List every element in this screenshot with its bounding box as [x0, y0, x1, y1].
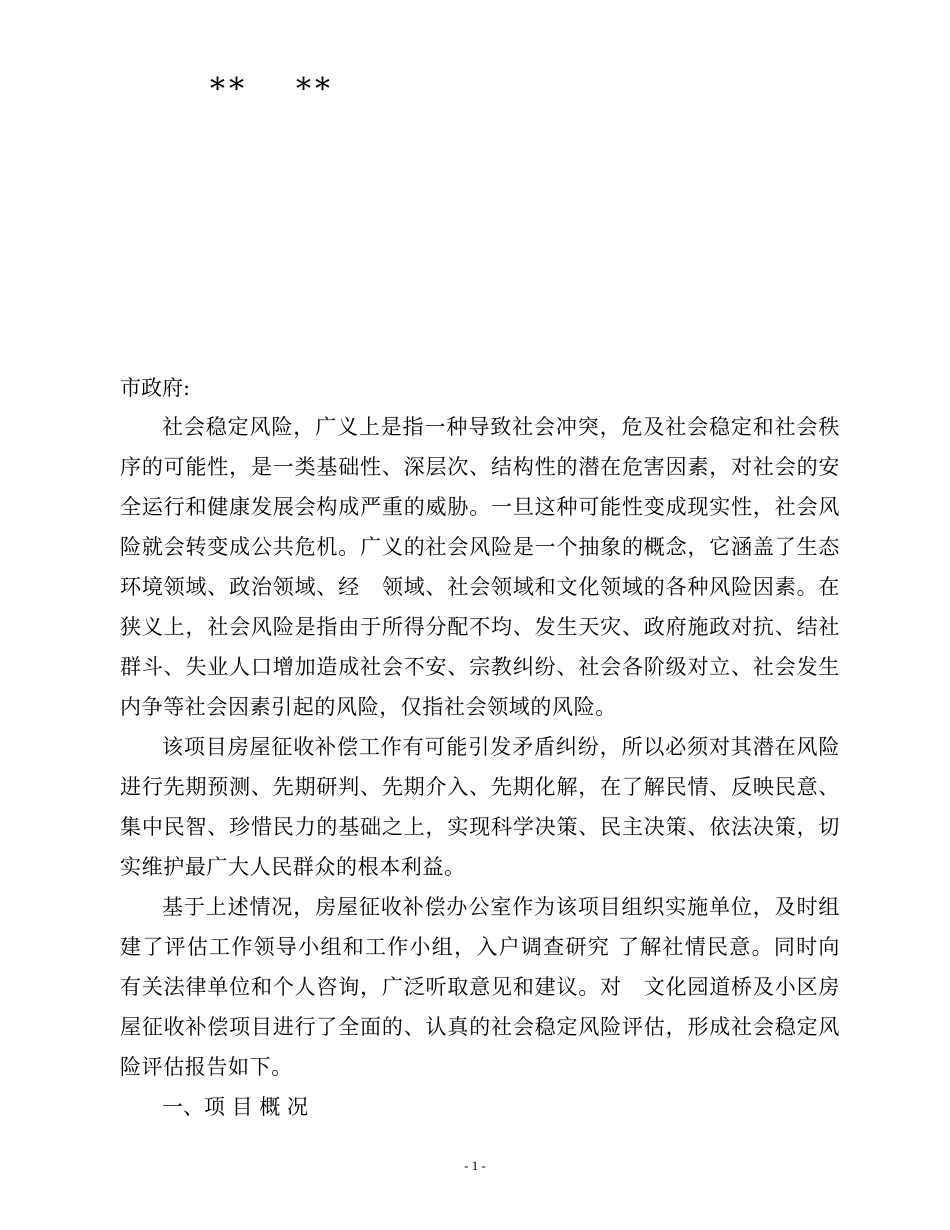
- paragraph-project-risk: 该项目房屋征收补偿工作有可能引发矛盾纠纷，所以必须对其潜在风险进行先期预测、先期研判、先期介入、先期化解，在了解民情、反映民意、集中民智、珍惜民力的基础之上，实现科学决策、民主决策、依法决策，切实维护最广大人民群众的根本利益。: [120, 735, 840, 879]
- title-stars-left: **: [210, 72, 248, 107]
- section-heading: 一、项 目 概 况: [162, 1095, 309, 1119]
- document-body: [120, 370, 840, 1127]
- paragraph-assessment: 基于上述情况，房屋征收补偿办公室作为该项目组织实施单位，及时组建了评估工作领导小组和工作小组，入户调查研究 了解社情民意。同时向有关法律单位和个人咨询，广泛听取意见和建议。对 文化园道桥及小区房屋征收补偿项目进行了全面的、认真的社会稳定风险评估，形成社会稳定风险评估报告如下。: [120, 895, 840, 1079]
- salutation: 市政府:: [120, 376, 191, 400]
- paragraph-definition: 社会稳定风险，广义上是指一种导致社会冲突，危及社会稳定和社会秩序的可能性，是一类基础性、深层次、结构性的潜在危害因素，对社会的安全运行和健康发展会构成严重的威胁。一旦这种可能性变成现实性，社会风险就会转变成公共危机。广义的社会风险是一个抽象的概念，它涵盖了生态环境领域、政治领域、经 领域、社会领域和文化领域的各种风险因素。在狭义上，社会风险是指由于所得分配不均、发生天灾、政府施政对抗、结社群斗、失业人口增加造成社会不安、宗教纠纷、社会各阶级对立、社会发生内争等社会因素引起的风险，仅指社会领域的风险。: [120, 415, 840, 719]
- page-number: - 1 -: [464, 1158, 486, 1173]
- title-placeholder: [210, 70, 334, 110]
- title-stars-right: **: [296, 72, 334, 107]
